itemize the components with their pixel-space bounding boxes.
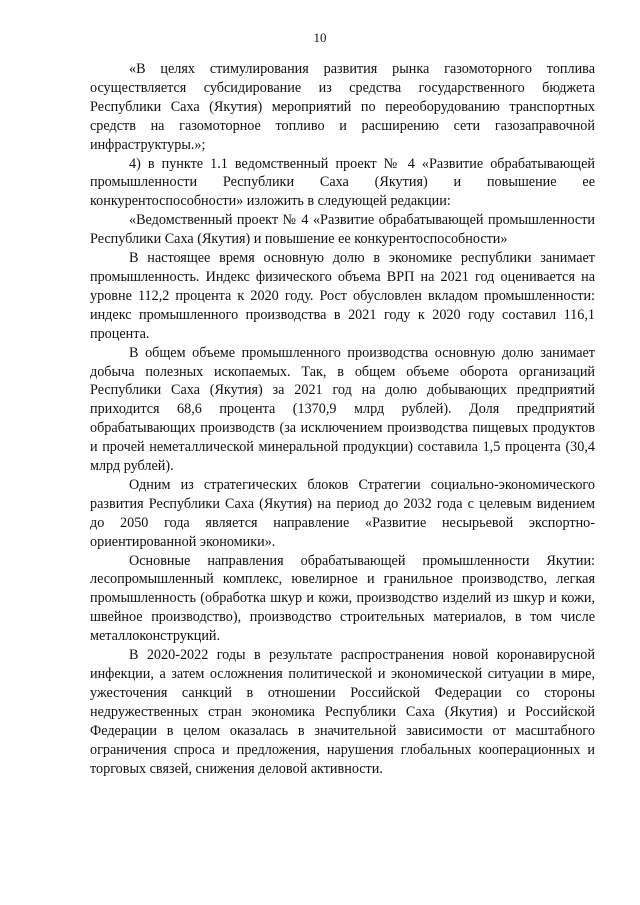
- paragraph-project-title: «Ведомственный проект № 4 «Развитие обрабатывающей промышленности Республики Саха (Якутия) и повышение ее конкурентоспособности»: [90, 212, 595, 248]
- paragraph-gas-fuel-subsidy: «В целях стимулирования развития рынка газомоторного топлива осуществляется субсидирование из средства государственного бюджета Республики Саха (Якутия) мероприятий по переоборудованию транспортных средств на газомоторное топливо и расширению сети газозаправочной инфраструктуры.»;: [90, 61, 595, 153]
- paragraph-manufacturing-directions: Основные направления обрабатывающей промышленности Якутии: лесопромышленный комплекс, ювелирное и гранильное производство, легкая промышленность (обработка шкур и кожи, производство изделий из шкур и кожи, швейное производство), производство строительных материалов, в том числе металлоконструкций.: [90, 552, 595, 645]
- paragraph-crisis-2020-2022: В 2020-2022 годы в результате распространения новой коронавирусной инфекции, а затем осложнения политической и экономической ситуации в мире, ужесточения санкций в отношении Российской Федерации со стороны недружественных стран экономика Республики Саха (Якутия) и Российской Федерации в целом оказалась в значительной зависимости от масштабного ограничения спроса и предложения, нарушения глобальных кооперационных и торговых связей, снижения деловой активности.: [90, 647, 595, 777]
- paragraph-industry-share: В настоящее время основную долю в экономике республики занимает промышленность. Индекс физического объема ВРП на 2021 год оценивается на уровне 112,2 процента к 2020 году. Рост обусловлен вкладом промышленности: индекс промышленного производства в 2021 году к 2020 году составил 116,1 процента.: [90, 250, 595, 342]
- paragraph-strategy: Одним из стратегических блоков Стратегии социально-экономического развития Республики Саха (Якутия) на период до 2032 года с целевым видением до 2050 года является направление «Развитие несырьевой экспортно-ориентированной экономики».: [90, 476, 595, 550]
- paragraph-mining-share: В общем объеме промышленного производства основную долю занимает добыча полезных ископаемых. Так, в общем объеме оборота организаций Республики Саха (Якутия) за 2021 год на долю добывающих предприятий приходится 68,6 процента (1370,9 млрд рублей). Доля предприятий обрабатывающих производств (за исключением производства пищевых продуктов и прочей неметаллической минеральной продукции) составила 1,5 процента (30,4 млрд рублей).: [90, 344, 595, 475]
- document-body: [90, 60, 595, 778]
- paragraph-amendment-item-4: 4) в пункте 1.1 ведомственный проект № 4 «Развитие обрабатывающей промышленности Республики Саха (Якутия) и повышение ее конкурентоспособности» изложить в следующей редакции:: [90, 155, 595, 210]
- page-number: 10: [313, 30, 327, 45]
